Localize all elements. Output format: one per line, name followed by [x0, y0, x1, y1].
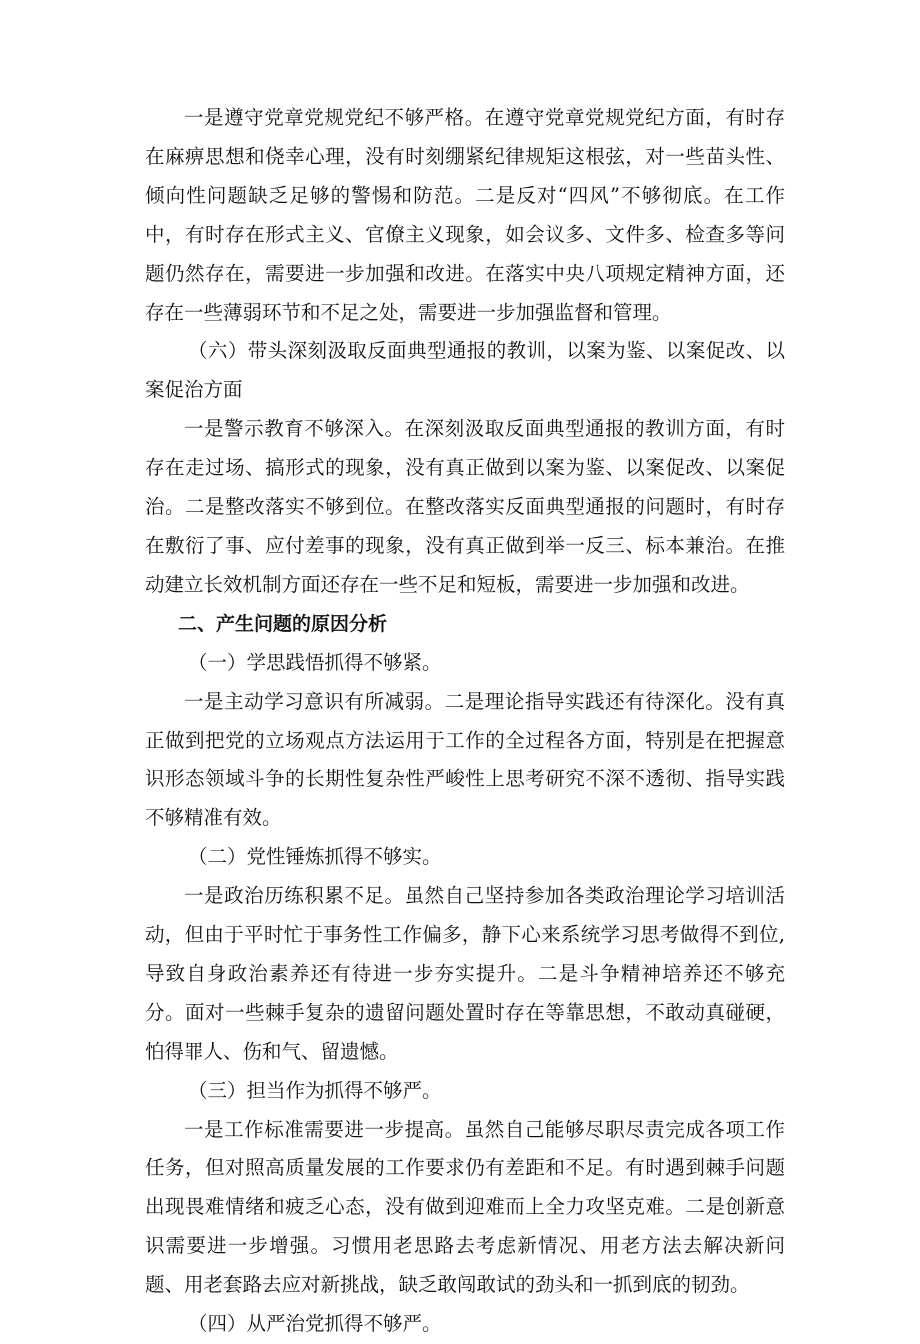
document-body: [145, 99, 785, 1344]
subheading-two: （二）党性锤炼抓得不够实。: [188, 845, 442, 869]
section-heading-causes: 二、产生问题的原因分析: [178, 612, 388, 635]
subheading-six: （六）带头深刻汲取反面典型通报的教训，以案为鉴、以案促改、以案促治方面: [145, 339, 785, 402]
subheading-three: （三）担当作为抓得不够严。: [188, 1078, 442, 1102]
paragraph-learning: 一是主动学习意识有所减弱。二是理论指导实践还有待深化。没有真正做到把党的立场观点方法运用于工作的全过程各方面，特别是在把握意识形态领域斗争的长期性复杂性严峻性上思考研究不深不透彻、指导实践不够精准有效。: [145, 689, 785, 830]
paragraph-responsibility: 一是工作标准需要进一步提高。虽然自己能够尽职尽责完成各项工作任务，但对照高质量发展的工作要求仍有差距和不足。有时遇到棘手问题出现畏难情绪和疲乏心态，没有做到迎难而上全力攻坚克难。二是创新意识需要进一步增强。习惯用老思路去考虑新情况、用老方法去解决新问题、用老套路去应对新挑战，缺乏敢闯敢试的劲头和一抓到底的韧劲。: [145, 1117, 785, 1297]
paragraph-discipline: 一是遵守党章党规党纪不够严格。在遵守党章党规党纪方面，有时存在麻痹思想和侥幸心理，没有时刻绷紧纪律规矩这根弦，对一些苗头性、倾向性问题缺乏足够的警惕和防范。二是反对“四风”不够彻底。在工作中，有时存在形式主义、官僚主义现象，如会议多、文件多、检查多等问题仍然存在，需要进一步加强和改进。在落实中央八项规定精神方面，还存在一些薄弱环节和不足之处，需要进一步加强监督和管理。: [145, 106, 785, 324]
paragraph-warning-education: 一是警示教育不够深入。在深刻汲取反面典型通报的教训方面，有时存在走过场、搞形式的现象，没有真正做到以案为鉴、以案促改、以案促治。二是整改落实不够到位。在整改落实反面典型通报的问题时，有时存在敷衍了事、应付差事的现象，没有真正做到举一反三、标本兼治。在推动建立长效机制方面还存在一些不足和短板，需要进一步加强和改进。: [145, 417, 785, 596]
paragraph-party-spirit: 一是政治历练积累不足。虽然自己坚持参加各类政治理论学习培训活动，但由于平时忙于事务性工作偏多，静下心来系统学习思考做得不到位,导致自身政治素养还有待进一步夯实提升。二是斗争精神培养还不够充分。面对一些棘手复杂的遗留问题处置时存在等靠思想，不敢动真碰硬，怕得罪人、伤和气、留遗憾。: [145, 884, 785, 1063]
subheading-one: （一）学思践悟抓得不够紧。: [188, 650, 442, 674]
subheading-four: （四）从严治党抓得不够严。: [188, 1312, 442, 1336]
